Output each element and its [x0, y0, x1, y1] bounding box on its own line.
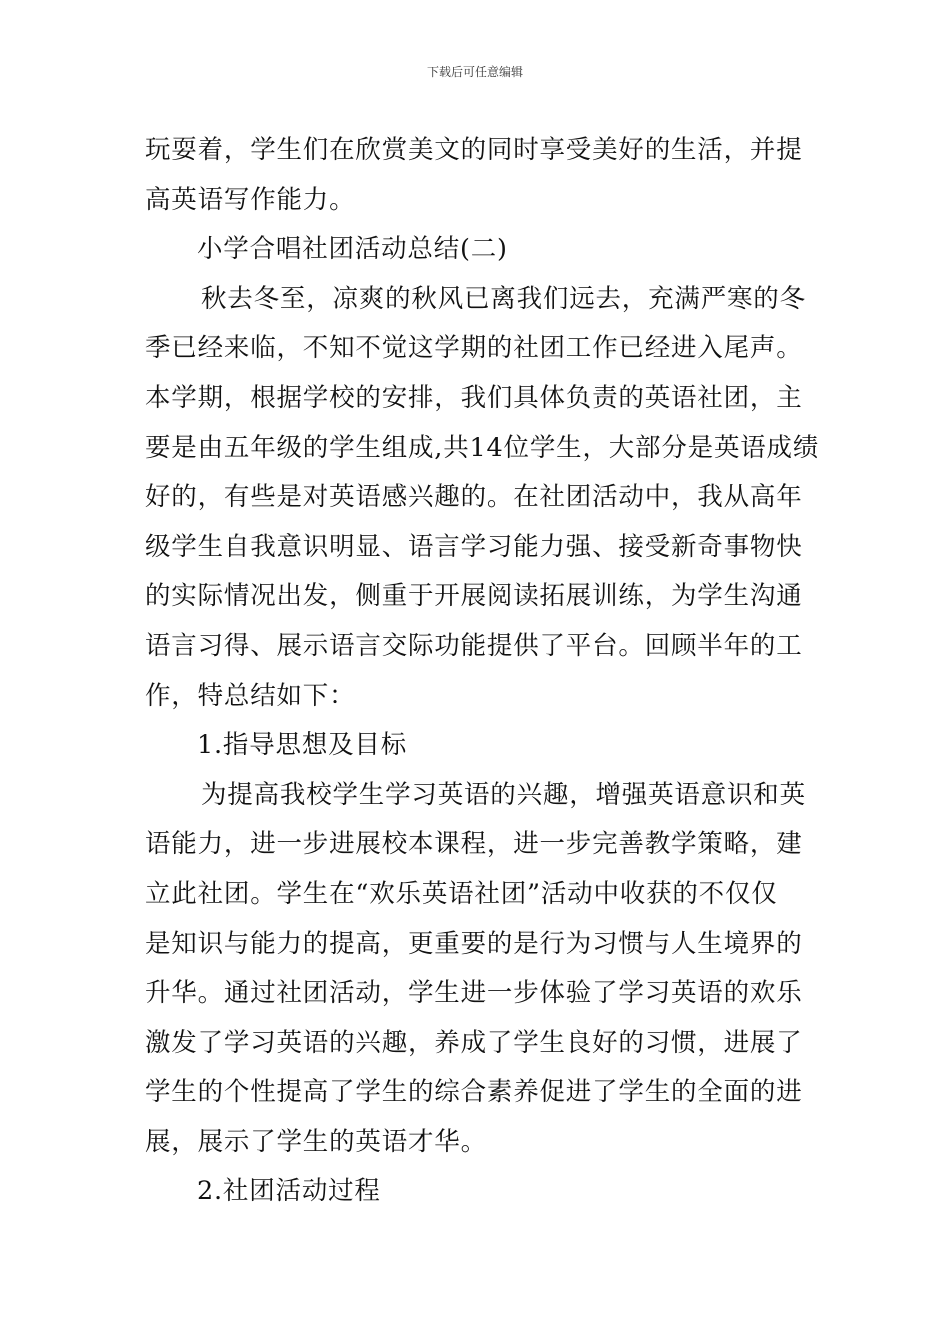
paragraph-intro-continuation: [145, 126, 810, 225]
text-line: 季已经来临，不知不觉这学期的社团工作已经进入尾声。: [145, 333, 803, 364]
text-line: 级学生自我意识明显、语言学习能力强、接受新奇事物快: [145, 531, 803, 562]
text-line: 秋去冬至，凉爽的秋风已离我们远去，充满严寒的冬: [201, 283, 806, 314]
page-header-note: 下载后可任意编辑: [426, 65, 523, 79]
text-line: 2.社团活动过程: [197, 1176, 381, 1207]
text-line: 是知识与能力的提高，更重要的是行为习惯与人生境界的: [145, 928, 803, 959]
text-line: 激发了学习英语的兴趣，养成了学生良好的习惯，进展了: [145, 1027, 803, 1058]
text-line: 展，展示了学生的英语才华。: [145, 1126, 487, 1157]
section-heading-1: [145, 721, 810, 771]
text-line: 立此社团。学生在“欢乐英语社团”活动中收获的不仅仅: [145, 878, 778, 909]
text-line: 升华。通过社团活动，学生进一步体验了学习英语的欢乐: [145, 978, 803, 1009]
text-line: 要是由五年级的学生组成,共14位学生，大部分是英语成绩: [145, 432, 820, 463]
text-line: 好的，有些是对英语感兴趣的。在社团活动中，我从高年: [145, 482, 803, 513]
paragraph-summary-intro: [145, 275, 820, 721]
section-heading-2: [145, 1167, 810, 1217]
text-line: 高英语写作能力。: [145, 184, 356, 215]
document-body: [145, 126, 820, 1217]
section-title: [145, 225, 810, 275]
text-line: 语能力，进一步进展校本课程，进一步完善教学策略，建: [145, 829, 803, 860]
paragraph-guiding-thoughts: [145, 771, 810, 1168]
text-line: 为提高我校学生学习英语的兴趣，增强英语意识和英: [201, 779, 806, 810]
text-line: 本学期，根据学校的安排，我们具体负责的英语社团，主: [145, 382, 803, 413]
text-line: 小学合唱社团活动总结(二): [197, 234, 508, 265]
text-line: 作，特总结如下：: [145, 680, 356, 711]
text-line: 学生的个性提高了学生的综合素养促进了学生的全面的进: [145, 1077, 803, 1108]
text-line: 玩耍着，学生们在欣赏美文的同时享受美好的生活，并提: [145, 135, 803, 165]
text-line: 1.指导思想及目标: [197, 730, 408, 761]
text-line: 语言习得、展示语言交际功能提供了平台。回顾半年的工: [145, 630, 803, 661]
text-line: 的实际情况出发，侧重于开展阅读拓展训练，为学生沟通: [145, 581, 803, 612]
